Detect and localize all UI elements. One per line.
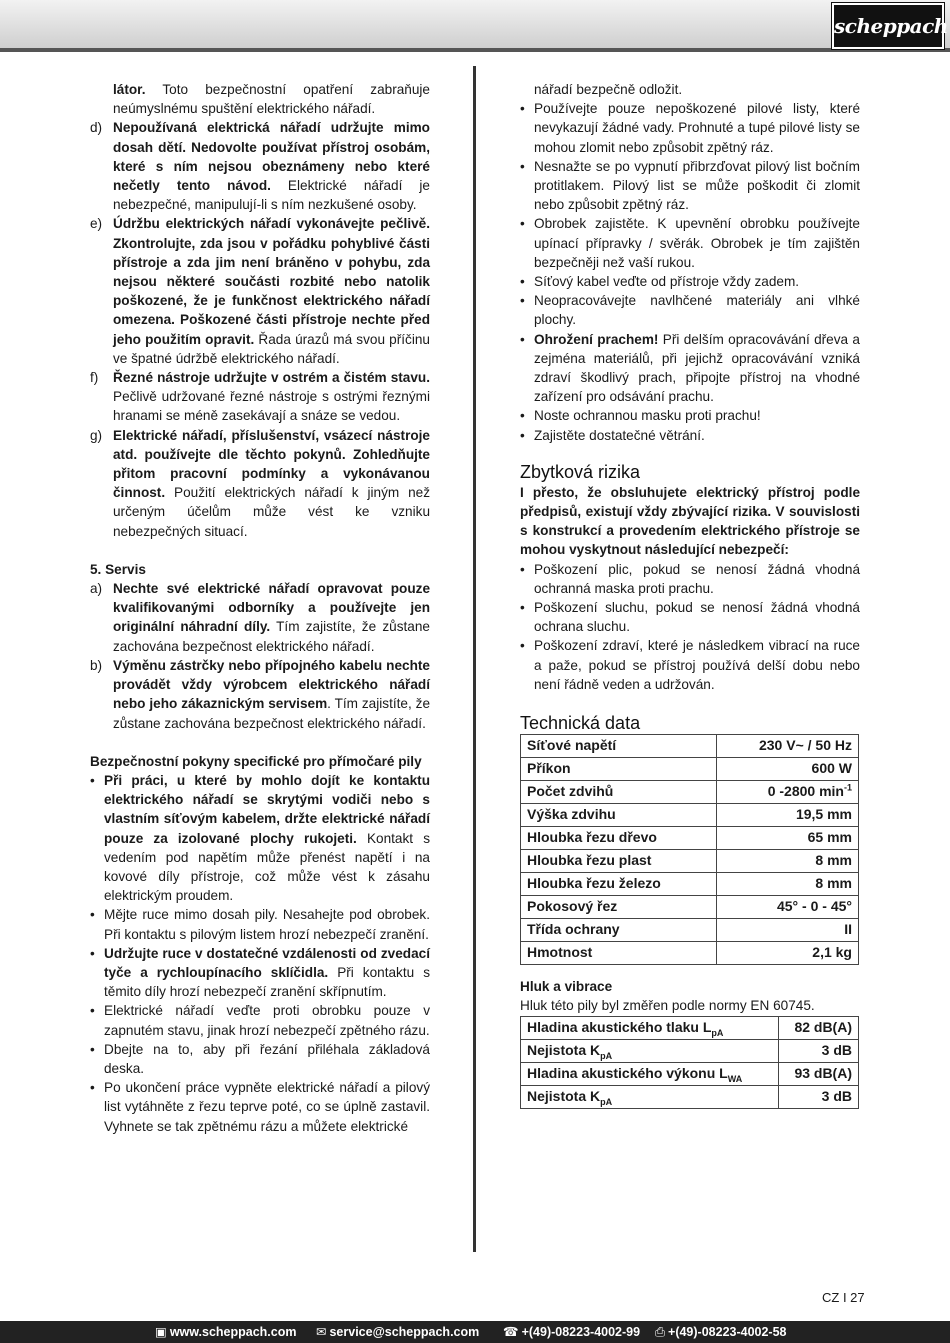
tech-value: 230 V~ / 50 Hz — [717, 735, 859, 758]
noise-row — [521, 1039, 859, 1062]
tech-label: Příkon — [521, 758, 717, 781]
tech-row — [521, 758, 859, 781]
saw-bullet-2: • Nesnažte se po vypnutí přibrzďovat pilový list bočním protitlakem. Pilový list se může poškodit či zlomit nebo způsobit zpětný ráz. — [520, 157, 860, 215]
left-column — [90, 80, 430, 1136]
footer-fax[interactable]: ⎙ +(49)-08223-4002-58 — [655, 1325, 787, 1339]
servis-item-a: a) Nechte své elektrické nářadí opravovat pouze kvalifikovanými odborníky a používejte jen originální náhradní díly. Tím zajistíte, že zůstane zachována bezpečnost elektrického nářadí. — [90, 581, 430, 654]
noise-value: 82 dB(A) — [779, 1016, 859, 1039]
tech-row — [521, 873, 859, 896]
noise-label: Hladina akustického tlaku $L_{pA}$ — [521, 1016, 779, 1039]
tech-value: 0 -2800 $\min^{-1}$ — [717, 781, 859, 804]
safety-bullet-5: • Dbejte na to, aby při řezání přiléhala základová deska. — [90, 1040, 430, 1078]
safety-bullet-2: • Mějte ruce mimo dosah pily. Nesahejte pod obrobek. Při kontaktu s pilovým listem hrozí nebezpečí zranění. — [90, 905, 430, 943]
tech-value: II — [717, 919, 859, 942]
list-item-g: g) Elektrické nářadí, příslušenství, vsázecí nástroje atd. používejte dle těchto pokynů. Zohledňujte přitom pracovní podmínky a vykonávanou činnost. Použití elektrických nářadí k jiným než určeným účelům může vést ke vzniku nebezpečných situací. — [90, 427, 430, 539]
noise-intro: Hluk této pily byl změřen podle normy EN 60745. — [520, 998, 815, 1014]
safety-bullet-4: • Elektrické nářadí veďte proti obrobku pouze v zapnutém stavu, jinak hrozí nebezpečí zpětného rázu. — [90, 1001, 430, 1039]
footer-website[interactable]: ▣ www.scheppach.com — [155, 1325, 297, 1339]
tech-label: Hloubka řezu železo — [521, 873, 717, 896]
risk-bullet-2: • Poškození sluchu, pokud se nenosí žádná vhodná ochrana sluchu. — [520, 598, 860, 636]
tech-row — [521, 735, 859, 758]
page-number: CZ I 27 — [822, 1290, 865, 1305]
tech-value: 19,5 mm — [717, 804, 859, 827]
tech-label: Počet zdvihů — [521, 781, 717, 804]
servis-heading: 5. Servis — [90, 561, 146, 577]
noise-label: Nejistota $K_{pA}$ — [521, 1085, 779, 1108]
phone-icon: ☎ — [503, 1325, 519, 1339]
list-item-d: d) Nepoužívaná elektrická nářadí udržujte mimo dosah dětí. Nedovolte používat přístroj osobám, které s ním nejsou obeznámeny nebo které nečetly tento návod. Elektrické nářadí je nebezpečné, manipulují-li s ním nezkušené osoby. — [90, 120, 430, 213]
specific-safety-heading: Bezpečnostní pokyny specifické pro přímočaré pily — [90, 753, 422, 769]
risk-bullet-1: • Poškození plic, pokud se nenosí žádná vhodná ochranná maska proti prachu. — [520, 560, 860, 598]
tech-row — [521, 896, 859, 919]
tech-label: Hmotnost — [521, 942, 717, 965]
tech-value: 600 W — [717, 758, 859, 781]
tech-row — [521, 919, 859, 942]
tech-row — [521, 827, 859, 850]
residual-risks-heading: Zbytková rizika — [520, 461, 641, 482]
saw-bullet-8: • Zajistěte dostatečné větrání. — [520, 426, 860, 445]
saw-bullet-1: • Používejte pouze nepoškozené pilové listy, které nevykazují žádné vady. Prohnuté a tupé pilové listy se mohou zlomit nebo způsobit zpětný ráz. — [520, 99, 860, 157]
noise-heading: Hluk a vibrace — [520, 979, 613, 995]
tech-label: Výška zdvihu — [521, 804, 717, 827]
saw-bullet-7: • Noste ochrannou masku proti prachu! — [520, 406, 860, 425]
tech-row — [521, 804, 859, 827]
mail-icon: ✉ — [316, 1325, 327, 1339]
tech-value: 65 mm — [717, 827, 859, 850]
noise-table — [520, 1016, 859, 1109]
noise-label: Hladina akustického výkonu $L_{WA}$ — [521, 1062, 779, 1085]
noise-label: Nejistota $K_{pA}$ — [521, 1039, 779, 1062]
tech-row — [521, 850, 859, 873]
noise-value: 93 dB(A) — [779, 1062, 859, 1085]
paragraph-intro: látor. Toto bezpečnostní opatření zabraňuje neúmyslnému spuštění elektrického nářadí. — [113, 82, 430, 117]
list-item-f: f) Řezné nástroje udržujte v ostrém a čistém stavu. Pečlivě udržované řezné nástroje s ostrými řeznými hranami se méně zasekávají a snáze se vedou. — [90, 370, 430, 424]
servis-item-b: b) Výměnu zástrčky nebo přípojného kabelu nechte provádět vždy výrobcem elektrického nářadí nebo jeho zákaznickým servisem. Tím zajistíte, že zůstane zachována bezpečnost elektrického nářadí. — [90, 657, 430, 731]
residual-risks-intro: I přesto, že obsluhujete elektrický přístroj podle předpisů, existují vždy zbývající rizika. V souvislosti s konstrukcí a provedením elektrického přístroje se mohou vyskytnout následující nebezpečí: — [520, 484, 860, 558]
tech-label: Třída ochrany — [521, 919, 717, 942]
continued-text: nářadí bezpečně odložit. — [534, 82, 683, 97]
noise-value: 3 dB — [779, 1039, 859, 1062]
tech-value: 8 mm — [717, 850, 859, 873]
noise-row — [521, 1016, 859, 1039]
tech-label: Síťové napětí — [521, 735, 717, 758]
saw-bullet-5: • Neopracovávejte navlhčené materiály ani vlhké plochy. — [520, 291, 860, 329]
list-item-e: e) Údržbu elektrických nářadí vykonávejte pečlivě. Zkontrolujte, zda jsou v pořádku pohyblivé části přístroje a zda jim není bráněno v pohybu, zda nejsou některé součásti rozbité nebo natolik poškozené, že je funkčnost elektrického nářadí omezena. Poškozené části přístroje nechte před jeho použitím opravit. Řada úrazů má svou příčinu ve špatné údržbě elektrického nářadí. — [90, 216, 430, 366]
risk-bullet-3: • Poškození zdraví, které je následkem vibrací na ruce a paže, pokud se přístroj používá delší dobu nebo není řádně veden a udržován. — [520, 636, 860, 694]
tech-row — [521, 781, 859, 804]
noise-row — [521, 1062, 859, 1085]
scheppach-logo: scheppach — [832, 3, 944, 49]
saw-bullet-4: • Síťový kabel veďte od přístroje vždy zadem. — [520, 272, 860, 291]
tech-label: Pokosový řez — [521, 896, 717, 919]
saw-bullet-3: • Obrobek zajistěte. K upevnění obrobku používejte upínací přípravky / svěrák. Obrobek je tím zajištěn bezpečněji než vaší rukou. — [520, 214, 860, 272]
technical-data-heading: Technická data — [520, 713, 641, 734]
footer-bar — [0, 1321, 950, 1343]
noise-row — [521, 1085, 859, 1108]
tech-label: Hloubka řezu dřevo — [521, 827, 717, 850]
footer-email[interactable]: ✉ service@scheppach.com — [316, 1325, 480, 1339]
footer-phone[interactable]: ☎ +(49)-08223-4002-99 — [503, 1325, 641, 1339]
tech-value: 2,1 kg — [717, 942, 859, 965]
fax-icon: ⎙ — [655, 1325, 666, 1339]
saw-bullet-6: • Ohrožení prachem! Při delším opracovávání dřeva a zejména materiálů, při jejichž opracovávání vzniká zdraví škodlivý prach, připojte přístroj na vhodné zařízení pro odsávání prachu. — [520, 330, 860, 407]
tech-label: Hloubka řezu plast — [521, 850, 717, 873]
safety-bullet-3: • Udržujte ruce v dostatečné vzdálenosti od zvedací tyče a rychloupínacího sklíčidla. Při kontaktu s těmito díly hrozí nebezpečí zranění skřípnutím. — [90, 944, 430, 1002]
tech-value: 45° - 0 - 45° — [717, 896, 859, 919]
safety-bullet-1: • Při práci, u které by mohlo dojít ke kontaktu elektrického nářadí se skrytými vodiči nebo s vlastním síťovým kabelem, držte elektrické nářadí pouze za izolované plochy rukojeti. Kontakt s vedením pod napětím může přenést napětí i na kovové díly přístroje, což může vést k zásahu elektrickým proudem. — [90, 771, 430, 905]
noise-value: 3 dB — [779, 1085, 859, 1108]
tech-value: 8 mm — [717, 873, 859, 896]
monitor-icon: ▣ — [155, 1325, 167, 1339]
tech-row — [521, 942, 859, 965]
safety-bullet-6: • Po ukončení práce vypněte elektrické nářadí a pilový list vytáhněte z řezu teprve poté, co se úplně zastavil. Vyhnete se tak zpětnému rázu a můžete elektrické — [90, 1078, 430, 1136]
header-bar — [0, 0, 950, 52]
column-divider — [473, 66, 476, 1252]
right-column — [520, 80, 860, 1109]
technical-data-table — [520, 734, 859, 965]
